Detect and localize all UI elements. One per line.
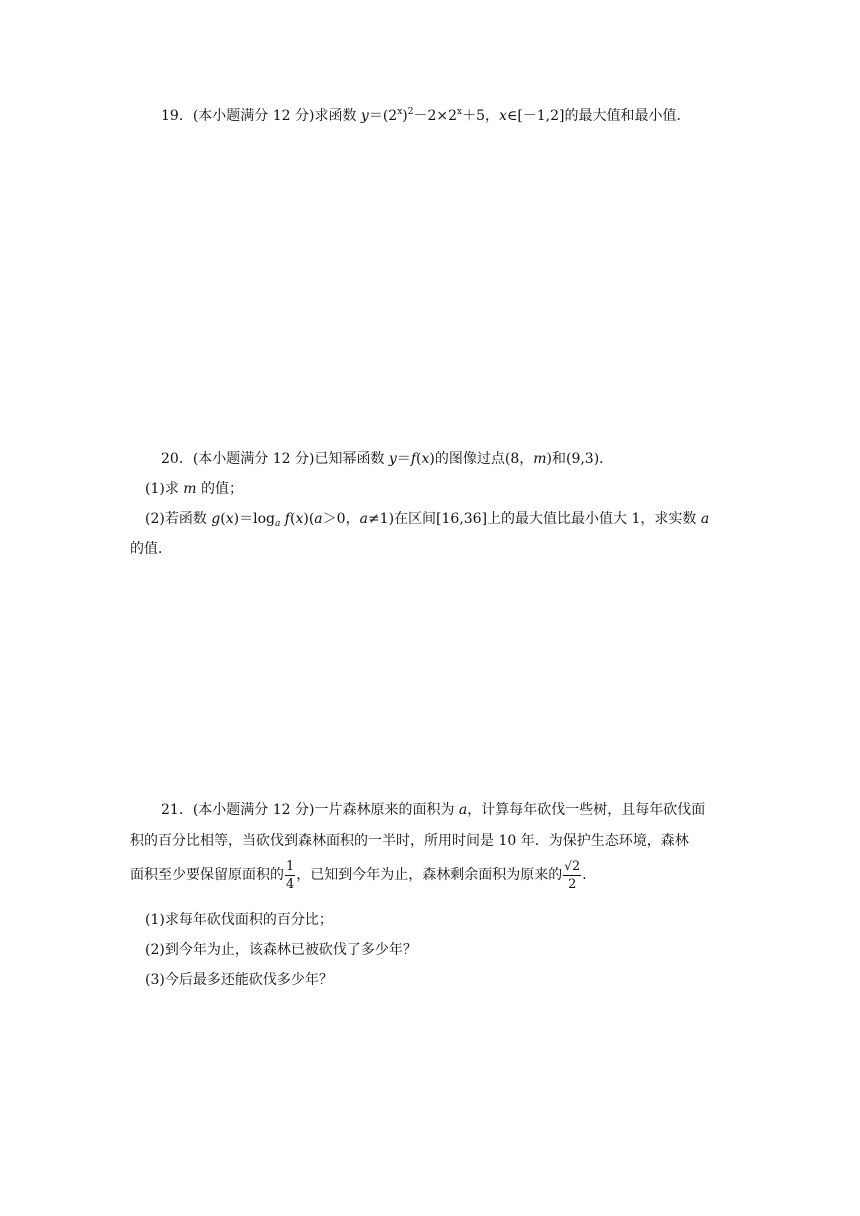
question-20: 20．(本小题满分 12 分)已知幂函数 y＝f(x)的图像过点(8，m)和(9,3)． bbox=[161, 451, 614, 467]
question-19: 19．(本小题满分 12 分)求函数 $y=(2^x)^2-2\times 2^x+5$，x∈[－1,2]的最大值和最小值． bbox=[161, 107, 691, 124]
question-21-line-2: 积的百分比相等，当砍伐到森林面积的一半时，所用时间是 10 年．为保护生态环境，森林 bbox=[130, 833, 689, 849]
question-21-part-3: (3)今后最多还能砍伐多少年？ bbox=[145, 972, 333, 988]
question-21-line-3: 面积至少要保留原面积的 $\frac{1}{4}$ ，已知到今年为止，森林剩余面积为原来的 $\frac{√2}{2}$ ． bbox=[130, 858, 597, 892]
question-20-part-1: (1)求 m 的值； bbox=[145, 481, 244, 497]
question-text: (本小题满分 12 分)已知幂函数 bbox=[192, 451, 389, 467]
question-20-part-2-continued: 的值． bbox=[130, 541, 172, 557]
question-text: (本小题满分 12 分)求函数 bbox=[192, 108, 361, 124]
fraction-root2-over-2: $\frac{√2}{2}$ bbox=[564, 858, 581, 892]
question-number: 19． bbox=[161, 108, 193, 124]
question-20-part-2: (2)若函数 $g(x)=\log_a$ f(x)(a＞0，a≠1)在区间[16,36]上的最大值比最小值大 1，求实数 a bbox=[145, 511, 710, 529]
question-number: 21． bbox=[161, 802, 193, 818]
sqrt-icon: √ bbox=[564, 858, 572, 873]
question-21-part-2: (2)到今年为止，该森林已被砍伐了多少年？ bbox=[145, 942, 417, 958]
question-21-part-1: (1)求每年砍伐面积的百分比； bbox=[145, 912, 333, 928]
fraction-one-quarter: $\frac{1}{4}$ bbox=[286, 858, 295, 892]
question-21: 21．(本小题满分 12 分)一片森林原来的面积为 a，计算每年砍伐一些树，且每年砍伐面 bbox=[161, 802, 706, 818]
question-number: 20． bbox=[161, 451, 193, 467]
question-text: (本小题满分 12 分)一片森林原来的面积为 bbox=[192, 802, 459, 818]
